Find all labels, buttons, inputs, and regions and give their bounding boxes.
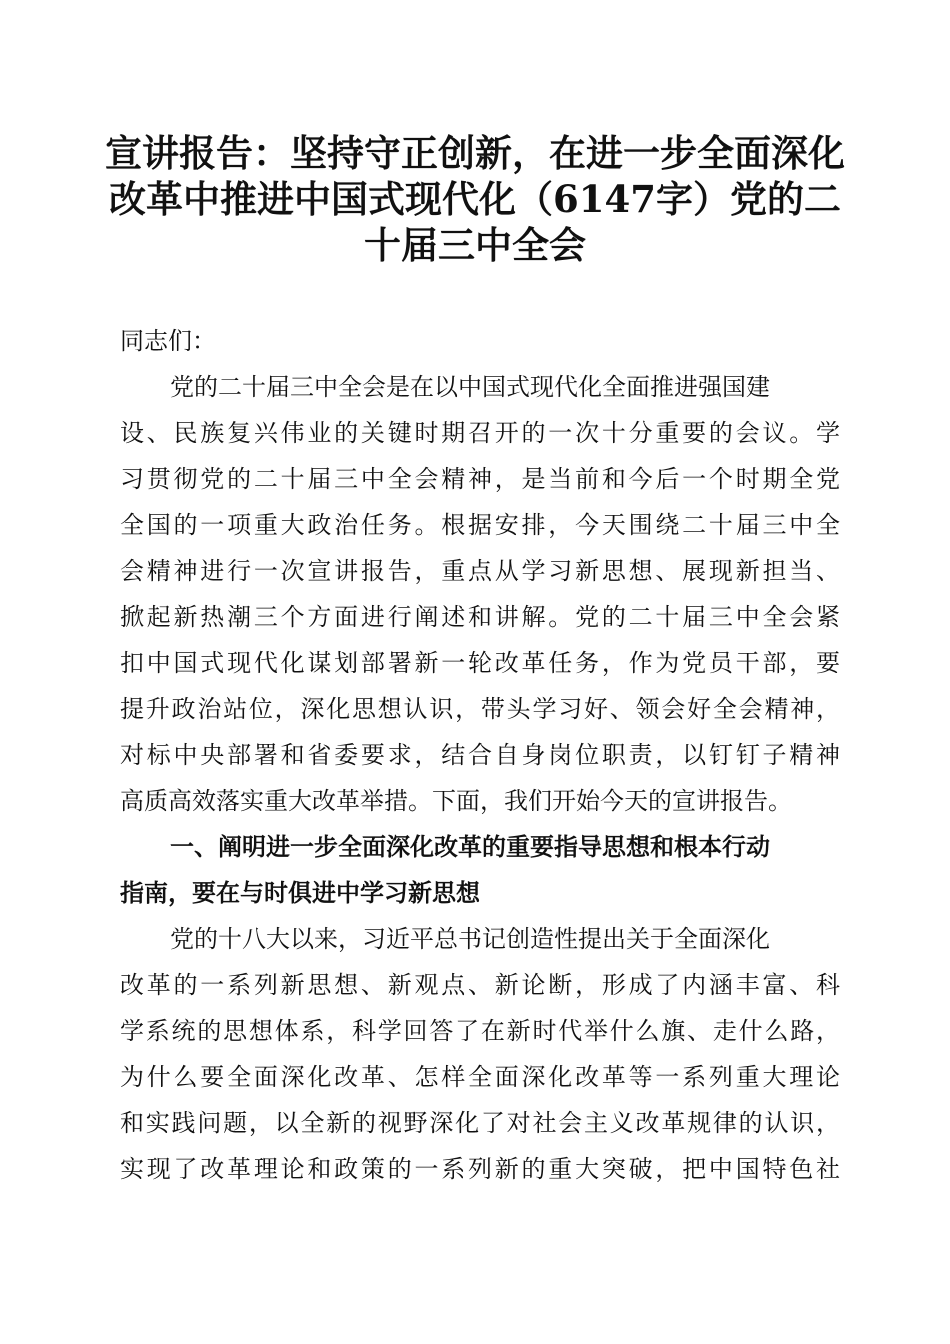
text-line: 改革的一系列新思想、新观点、新论断，形成了内涵丰富、科	[120, 971, 840, 999]
text-line: 设、民族复兴伟业的关键时期召开的一次十分重要的会议。学	[120, 419, 840, 447]
section-heading-1	[120, 824, 840, 916]
text-line: 提升政治站位，深化思想认识，带头学习好、领会好全会精神，	[120, 695, 840, 723]
document-title	[100, 130, 850, 268]
paragraph-intro	[120, 364, 840, 824]
title-line: 改革中推进中国式现代化（6147字）党的二	[109, 177, 841, 221]
salutation: 同志们：	[120, 327, 216, 355]
document-body	[120, 318, 840, 1192]
text-line: 对标中央部署和省委要求，结合自身岗位职责，以钉钉子精神	[120, 741, 840, 769]
text-line: 掀起新热潮三个方面进行阐述和讲解。党的二十届三中全会紧	[120, 603, 840, 631]
title-line: 宣讲报告：坚持守正创新，在进一步全面深化	[105, 131, 845, 175]
text-line: 会精神进行一次宣讲报告，重点从学习新思想、展现新担当、	[120, 557, 840, 585]
text-line: 和实践问题，以全新的视野深化了对社会主义改革规律的认识，	[120, 1109, 840, 1137]
text-line: 高质高效落实重大改革举措。下面，我们开始今天的宣讲报告。	[120, 787, 792, 815]
title-line: 十届三中全会	[364, 223, 586, 267]
text-line: 全国的一项重大政治任务。根据安排，今天围绕二十届三中全	[120, 511, 840, 539]
heading-line: 一、阐明进一步全面深化改革的重要指导思想和根本行动	[170, 833, 770, 861]
text-line: 为什么要全面深化改革、怎样全面深化改革等一系列重大理论	[120, 1063, 840, 1091]
text-line: 扣中国式现代化谋划部署新一轮改革任务，作为党员干部，要	[120, 649, 840, 677]
paragraph-section-1	[120, 916, 840, 1192]
text-line: 学系统的思想体系，科学回答了在新时代举什么旗、走什么路，	[120, 1017, 840, 1045]
text-line: 习贯彻党的二十届三中全会精神，是当前和今后一个时期全党	[120, 465, 840, 493]
text-line: 实现了改革理论和政策的一系列新的重大突破，把中国特色社	[120, 1155, 840, 1183]
text-line: 党的二十届三中全会是在以中国式现代化全面推进强国建	[170, 373, 770, 401]
text-line: 党的十八大以来，习近平总书记创造性提出关于全面深化	[170, 925, 770, 953]
heading-line: 指南，要在与时俱进中学习新思想	[120, 879, 480, 907]
